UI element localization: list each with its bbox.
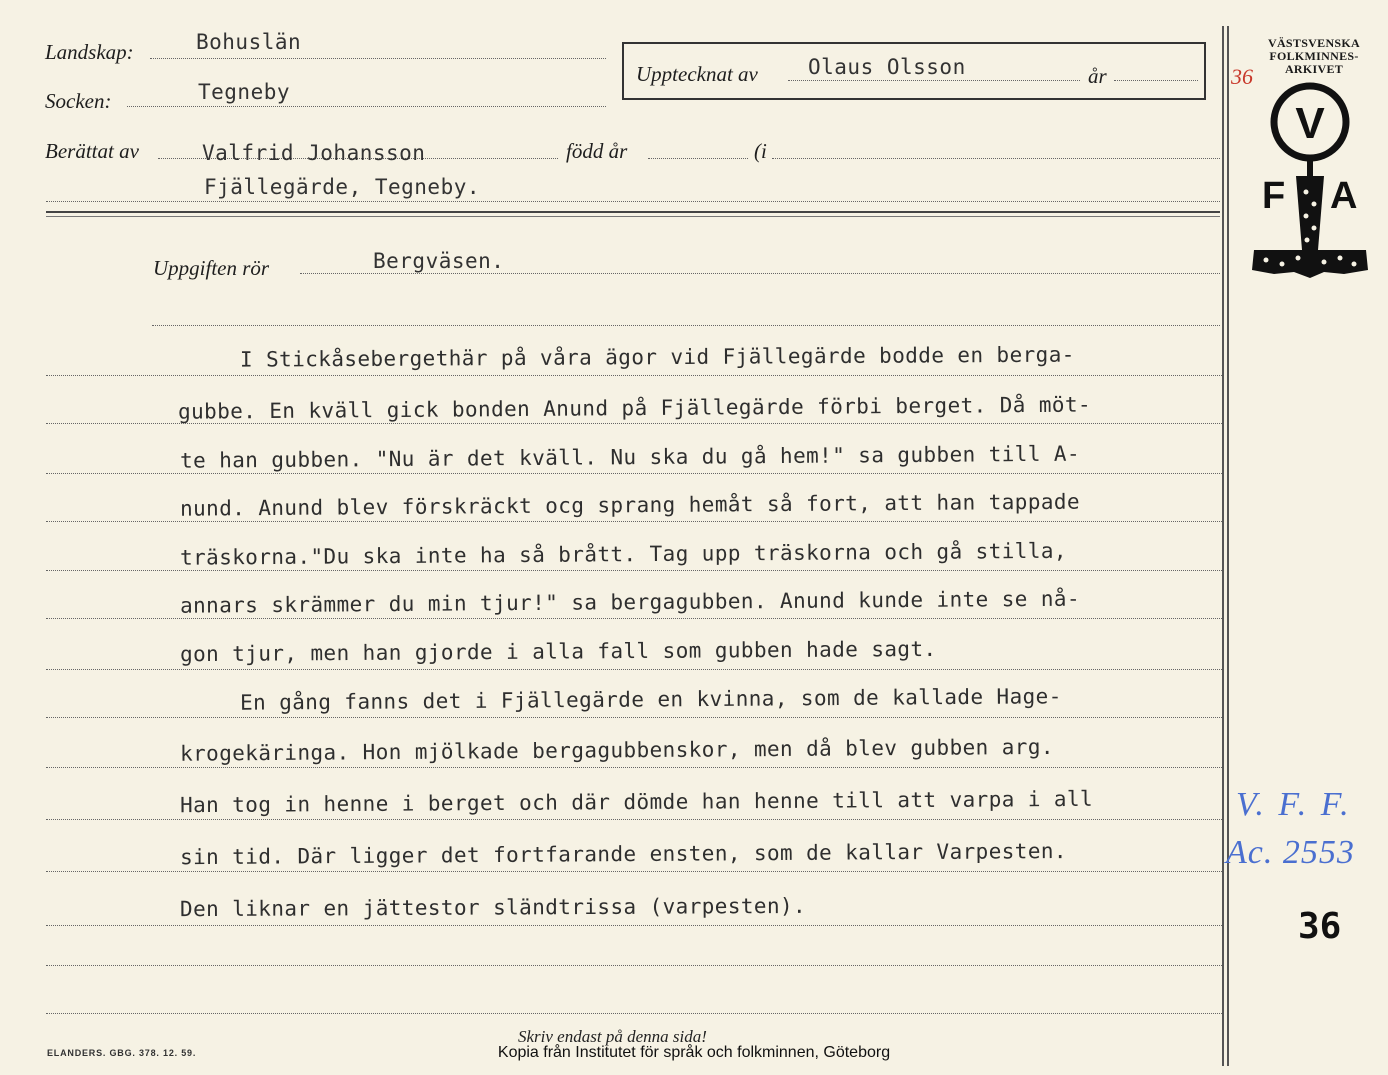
body-text-5: träskorna."Du ska inte ha så brått. Tag upp träskorna och gå stilla, <box>179 538 1068 570</box>
archive-name-line1: VÄSTSVENSKA <box>1268 36 1360 50</box>
upptecknat-value: Olaus Olsson <box>808 55 966 79</box>
body-dotted-1 <box>46 375 1222 376</box>
body-dotted-6 <box>46 618 1222 619</box>
body-dotted-8 <box>46 717 1222 718</box>
body-text-11: sin tid. Där ligger det fortfarande ensten, som de kallar Varpesten. <box>179 838 1068 870</box>
body-line-8 <box>46 684 1222 718</box>
body-text-9: krogekäringa. Hon mjölkade bergagubbenskor, men då blev gubben arg. <box>179 734 1054 766</box>
body-text-10: Han tog in henne i berget och där dömde han henne till att varpa i all <box>179 786 1094 818</box>
body-dotted-3 <box>46 473 1222 474</box>
footer-instruction: Skriv endast på denna sida! <box>518 1027 707 1046</box>
berattat-value: Valfrid Johansson <box>202 141 426 165</box>
footer-copy-notice: Kopia från Institutet för språk och folkminnen, Göteborg <box>497 1044 891 1061</box>
logo-letter-v: V <box>1295 99 1325 148</box>
socken-dotted-line <box>127 106 606 107</box>
ar-label: år <box>1088 64 1107 88</box>
body-dotted-11 <box>46 871 1222 872</box>
archive-name-line3: ARKIVET <box>1284 62 1344 76</box>
page-number: 36 <box>1298 906 1342 947</box>
archive-name <box>1252 37 1376 76</box>
socken-value: Tegneby <box>198 80 291 104</box>
body-text-7: gon tjur, men han gjorde i alla fall som gubben hade sagt. <box>179 636 937 667</box>
body-line-7 <box>46 636 1222 670</box>
fodd-label: född år <box>566 139 628 163</box>
paren-open: (i <box>754 139 767 163</box>
margin-rule-1 <box>1222 26 1224 1066</box>
header-rule-1 <box>46 211 1220 213</box>
body-dotted-13 <box>46 965 1222 966</box>
body-line-12 <box>46 892 1222 926</box>
body-text-6: annars skrämmer du min tjur!" sa bergagubben. Anund kunde inte se nå- <box>179 586 1081 618</box>
body-text-4: nund. Anund blev förskräckt ocg sprang hemåt så fort, att han tappade <box>179 489 1081 521</box>
address-value: Fjällegärde, Tegneby. <box>204 175 481 199</box>
upptecknat-box <box>622 42 1206 100</box>
body-line-1 <box>46 342 1222 376</box>
body-line-6 <box>46 585 1222 619</box>
uppgiften-dotted-line <box>300 273 1220 274</box>
body-line-5 <box>46 537 1222 571</box>
upptecknat-dotted-line <box>788 80 1080 81</box>
red-page-number: 36 <box>1231 64 1253 89</box>
ar-dotted-line <box>1114 80 1198 81</box>
uppgiften-value: Bergväsen. <box>373 249 505 273</box>
fodd-dotted-line <box>648 158 748 159</box>
body-text-1: I Stickåsebergethär på våra ägor vid Fjällegärde bodde en berga- <box>239 342 1075 372</box>
body-dotted-12 <box>46 925 1222 926</box>
body-text-12: Den liknar en jättestor sländtrissa (varpesten). <box>179 893 807 922</box>
upptecknat-label: Upptecknat av <box>636 62 758 86</box>
body-dotted-10 <box>46 819 1222 820</box>
body-text-8: En gång fanns det i Fjällegärde en kvinna, som de kallade Hage- <box>239 684 1062 715</box>
body-line-3 <box>46 440 1222 474</box>
socken-label: Socken: <box>45 89 112 113</box>
body-dotted-9 <box>46 767 1222 768</box>
body-line-10 <box>46 786 1222 820</box>
body-line-9 <box>46 734 1222 768</box>
stamp-accession: Ac. 2553 <box>1226 834 1355 871</box>
logo-letter-a: A <box>1330 175 1358 217</box>
body-dotted-2 <box>46 423 1222 424</box>
landskap-dotted-line <box>150 58 606 59</box>
body-line-2 <box>46 390 1222 424</box>
header-rule-2 <box>46 216 1220 217</box>
footer-printer: ELANDERS. GBG. 378. 12. 59. <box>47 1048 197 1058</box>
landskap-value: Bohuslän <box>196 30 302 54</box>
body-dotted-4 <box>46 521 1222 522</box>
body-dotted-14 <box>46 1013 1222 1014</box>
birthplace-dotted-line <box>772 158 1220 159</box>
margin-rule-2 <box>1227 26 1229 1066</box>
stamp-vff: V. F. F. <box>1236 786 1352 823</box>
vff-logo-icon <box>1244 80 1378 285</box>
address-dotted-line <box>46 201 1220 202</box>
body-line-4 <box>46 488 1222 522</box>
berattat-label: Berättat av <box>45 139 139 163</box>
body-dotted-5 <box>46 570 1222 571</box>
logo-letter-f: F <box>1262 175 1286 217</box>
body-text-3: te han gubben. "Nu är det kväll. Nu ska du gå hem!" sa gubben till A- <box>179 441 1081 473</box>
body-dotted-7 <box>46 669 1222 670</box>
body-text-2: gubbe. En kväll gick bonden Anund på Fjällegärde förbi berget. Då möt- <box>177 392 1092 424</box>
archive-name-line2: FOLKMINNES- <box>1269 49 1359 63</box>
body-line-11 <box>46 838 1222 872</box>
uppgiften-dotted-line-2 <box>152 325 1220 326</box>
landskap-label: Landskap: <box>45 40 134 64</box>
uppgiften-label: Uppgiften rör <box>153 256 270 280</box>
